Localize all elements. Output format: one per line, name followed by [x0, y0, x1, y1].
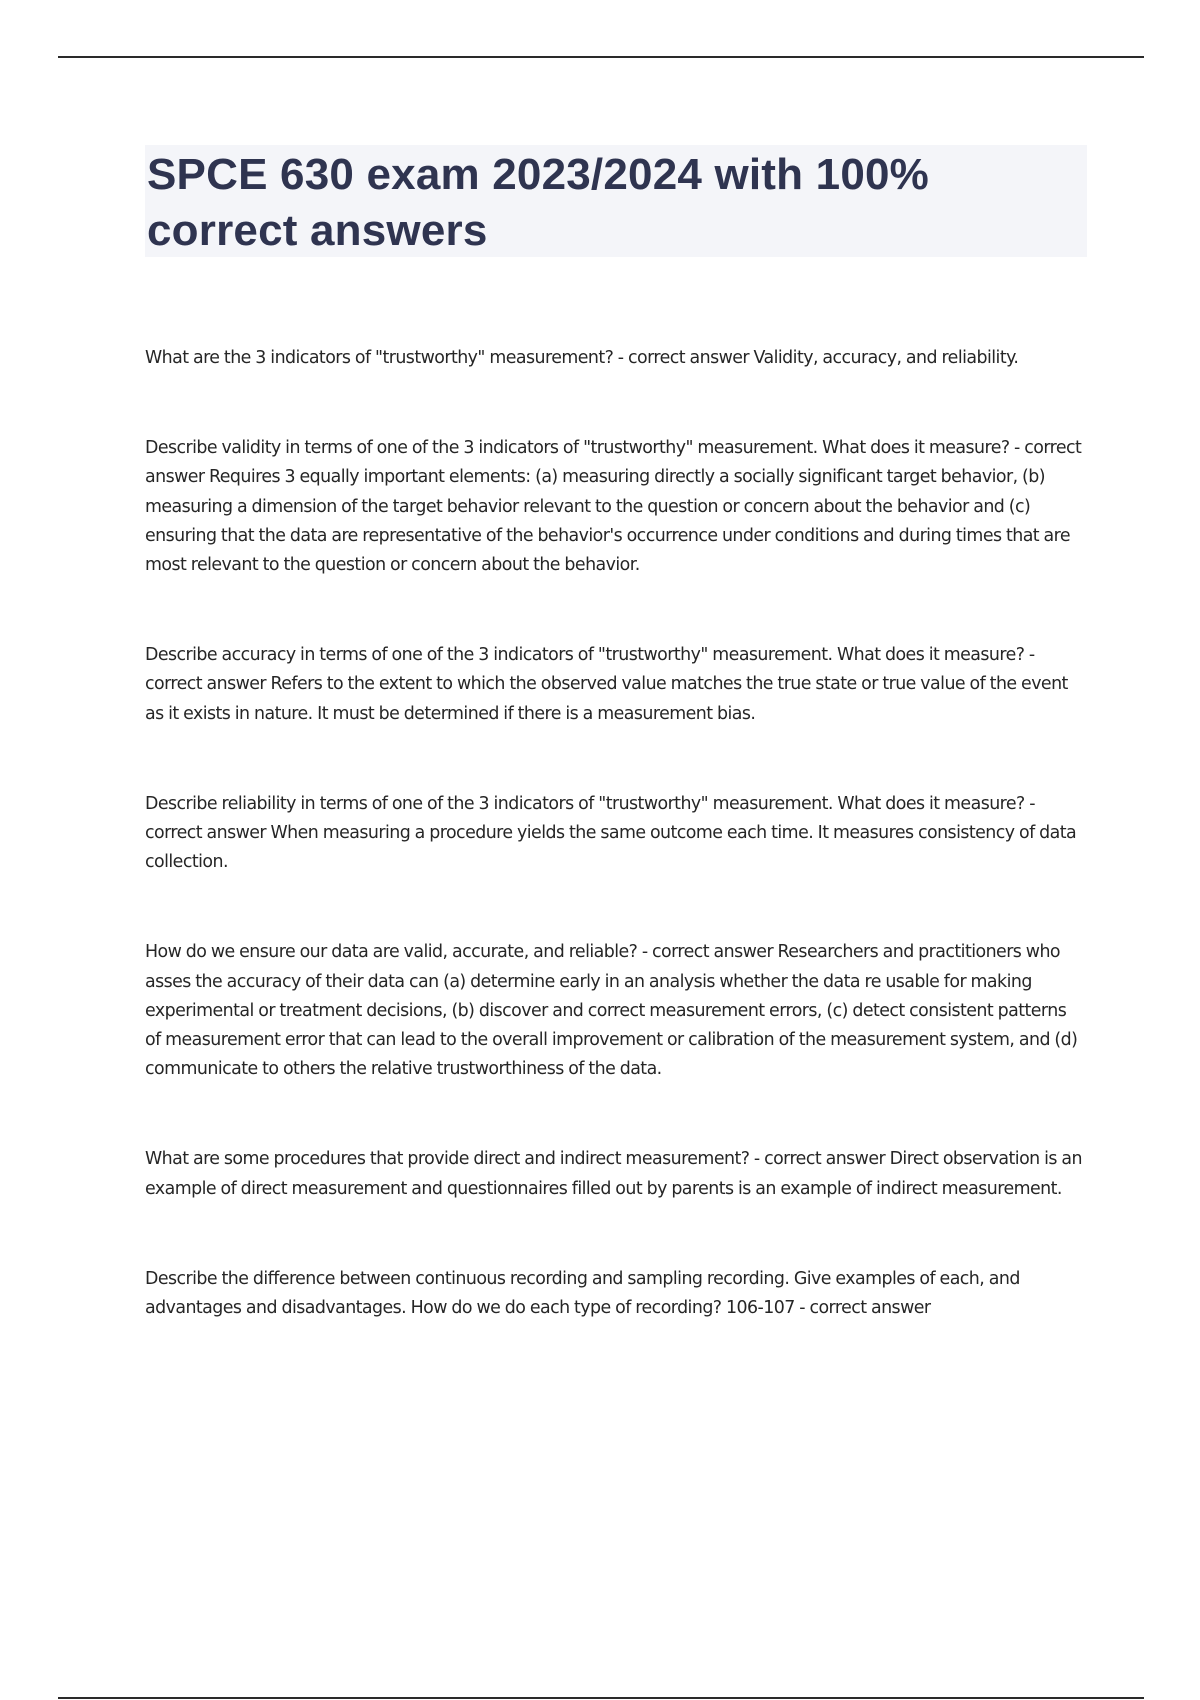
top-rule	[58, 56, 1144, 58]
qa-item: Describe reliability in terms of one of the 3 indicators of "trustworthy" measurement. What does it measure? - correct answer When measuring a procedure yields the same outcome each time. It measures consistency of data collection.	[145, 793, 1077, 873]
document-title: SPCE 630 exam 2023/2024 with 100% correct answers	[147, 150, 929, 255]
bottom-rule	[58, 1697, 1144, 1699]
qa-item: Describe validity in terms of one of the 3 indicators of "trustworthy" measurement. What does it measure? - correct answer Requires 3 equally important elements: (a) measuring directly a socially significant target behavior, (b) measuring a dimension of the target behavior relevant to the question or concern about the behavior and (c) ensuring that the data are representative of the behavior's occurrence under conditions and during times that are most relevant to the question or concern about the behavior.	[145, 438, 1082, 576]
qa-item: Describe accuracy in terms of one of the 3 indicators of "trustworthy" measurement. What does it measure? - correct answer Refers to the extent to which the observed value matches the true state or true value of the event as it exists in nature. It must be determined if there is a measurement bias.	[145, 645, 1068, 724]
qa-list	[145, 344, 1085, 1323]
qa-item: Describe the difference between continuous recording and sampling recording. Give examples of each, and advantages and disadvantages. How do we do each type of recording? 106-107 - correct answer	[145, 1268, 1020, 1319]
qa-item: What are some procedures that provide direct and indirect measurement? - correct answer Direct observation is an example of direct measurement and questionnaires filled out by parents is an example of indirect measurement.	[145, 1149, 1082, 1199]
qa-item: What are the 3 indicators of "trustworthy" measurement? - correct answer Validity, accuracy, and reliability.	[145, 348, 1019, 368]
title-banner	[145, 145, 1087, 257]
qa-item: How do we ensure our data are valid, accurate, and reliable? - correct answer Researchers and practitioners who asses the accuracy of their data can (a) determine early in an analysis whether the data re usable for making experimental or treatment decisions, (b) discover and correct measurement errors, (c) detect consistent patterns of measurement error that can lead to the overall improvement or calibration of the measurement system, and (d) communicate to others the relative trustworthiness of the data.	[145, 942, 1078, 1080]
